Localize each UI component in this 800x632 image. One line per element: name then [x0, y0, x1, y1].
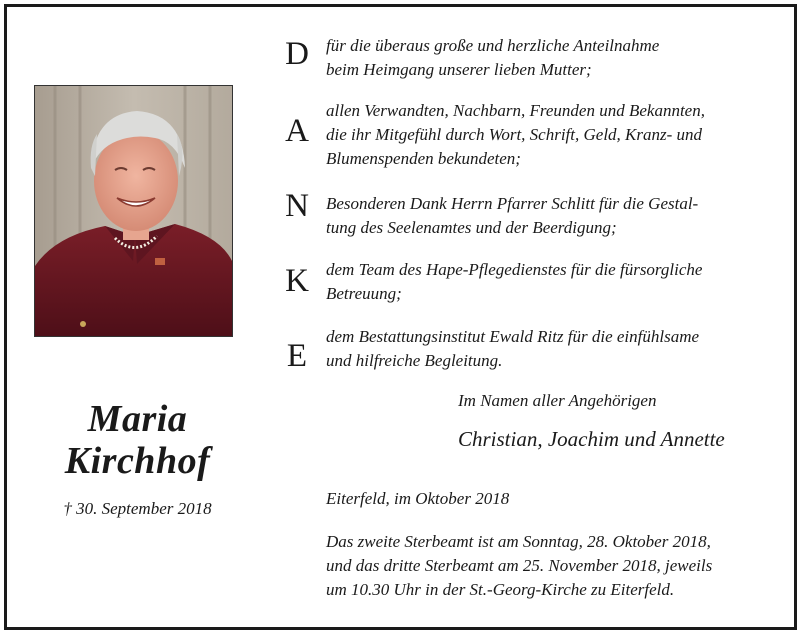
initial-letter-n: N	[285, 188, 309, 224]
thanks-line: dem Team des Hape-Pflegedienstes für die fürsorgliche	[326, 260, 703, 279]
last-name: Kirchhof	[64, 440, 211, 482]
thanks-line: tung des Seelenamtes und der Beerdigung;	[326, 218, 617, 237]
initial-letter-k: K	[285, 263, 309, 299]
initial-letter-d: D	[285, 36, 309, 72]
deceased-name	[20, 398, 255, 482]
thanks-line: und hilfreiche Begleitung.	[326, 351, 503, 370]
thanks-line: allen Verwandten, Nachbarn, Freunden und Bekannten,	[326, 101, 705, 120]
requiem-notice	[326, 530, 766, 602]
notice-line: um 10.30 Uhr in der St.-Georg-Kirche zu Eiterfeld.	[326, 580, 675, 599]
thanks-line: Blumenspenden bekundeten;	[326, 149, 521, 168]
first-name: Maria	[87, 398, 188, 440]
death-date: † 30. September 2018	[63, 499, 212, 518]
thanks-line: Betreuung;	[326, 284, 402, 303]
notice-line: Das zweite Sterbeamt ist am Sonntag, 28. Oktober 2018,	[326, 532, 711, 551]
initial-letter-a: A	[285, 113, 309, 149]
thanks-line: dem Bestattungsinstitut Ewald Ritz für die einfühlsame	[326, 327, 700, 346]
thanks-line: für die überaus große und herzliche Anteilnahme	[326, 36, 660, 55]
place-date: Eiterfeld, im Oktober 2018	[326, 489, 510, 508]
thanks-line: Besonderen Dank Herrn Pfarrer Schlitt für die Gestal-	[326, 194, 699, 213]
initial-letter-e: E	[286, 338, 308, 374]
portrait-photo	[34, 85, 233, 337]
thanks-line: beim Heimgang unserer lieben Mutter;	[326, 60, 592, 79]
thanks-paragraph-e	[326, 325, 766, 373]
signature-names: Christian, Joachim und Annette	[458, 427, 725, 451]
notice-line: und das dritte Sterbeamt am 25. November 2018, jeweils	[326, 556, 713, 575]
thanks-line: die ihr Mitgefühl durch Wort, Schrift, Geld, Kranz- und	[326, 125, 703, 144]
signature-intro: Im Namen aller Angehörigen	[458, 391, 657, 410]
thanks-paragraph-n	[326, 192, 766, 240]
thanks-paragraph-d	[326, 34, 766, 82]
thanks-paragraph-a	[326, 99, 766, 171]
thanks-paragraph-k	[326, 258, 766, 306]
